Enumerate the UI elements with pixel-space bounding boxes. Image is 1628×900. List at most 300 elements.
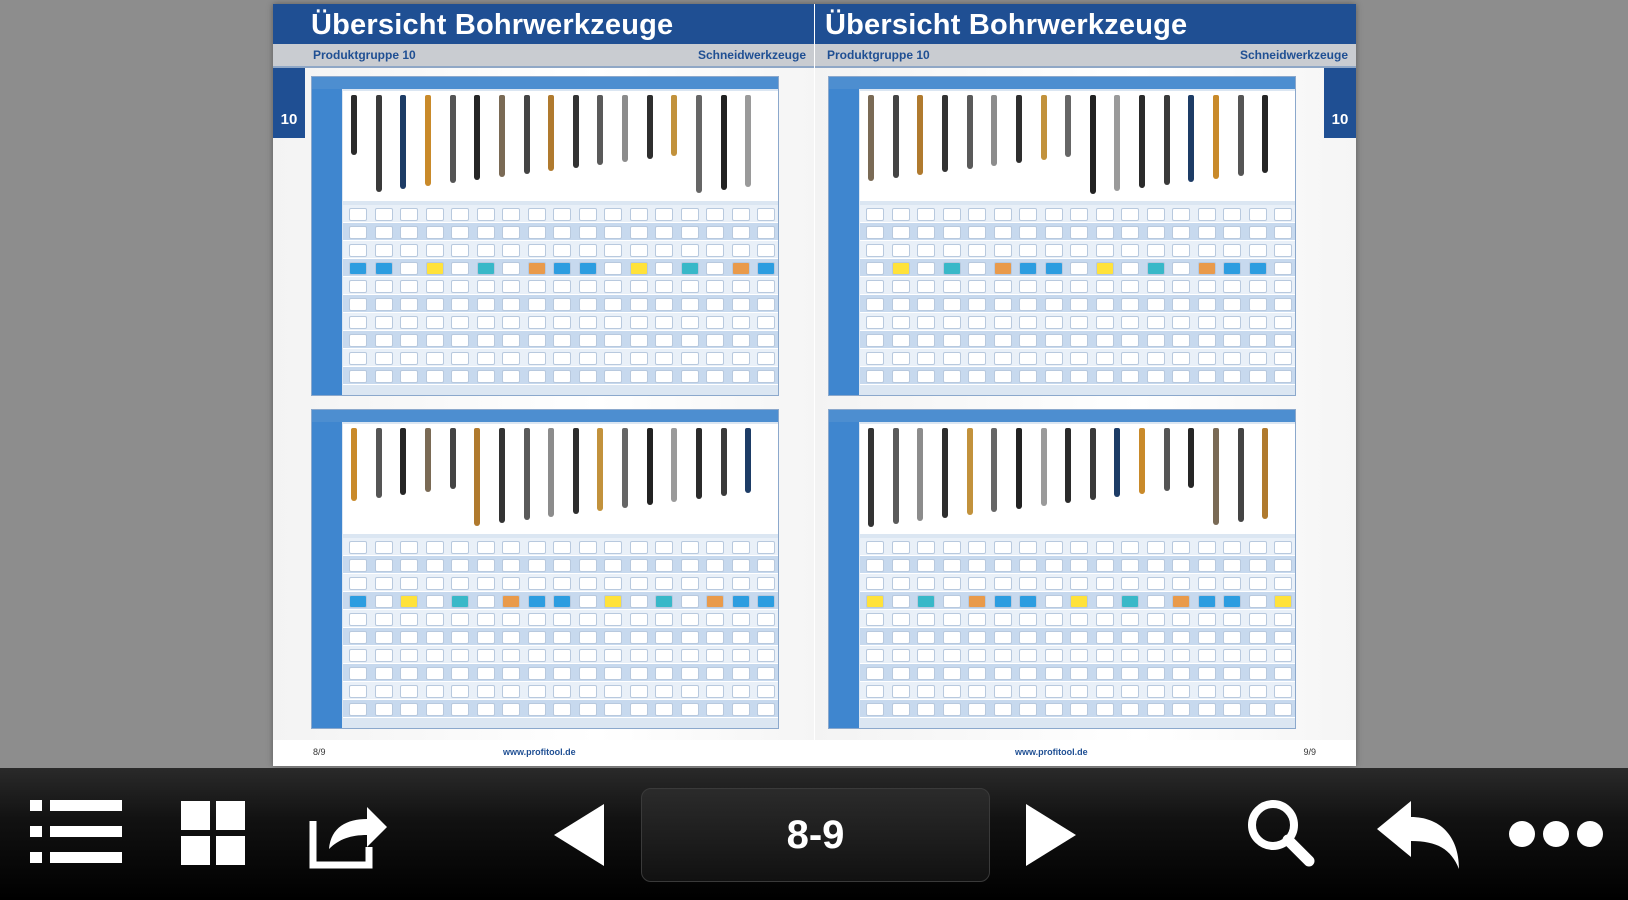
table-cell xyxy=(1147,316,1165,329)
page-spread[interactable] xyxy=(273,4,1356,766)
table-cell xyxy=(1249,280,1267,293)
table-cell xyxy=(1198,370,1216,383)
table-cell xyxy=(1070,352,1088,365)
drill-image xyxy=(351,428,357,501)
table-cell xyxy=(349,613,367,626)
table-cell xyxy=(1121,649,1139,662)
table-cell xyxy=(1070,262,1088,275)
table-cell xyxy=(994,280,1012,293)
table-cell xyxy=(1045,208,1063,221)
table-cell xyxy=(1045,298,1063,311)
table-cell xyxy=(375,208,393,221)
table-cell xyxy=(400,262,418,275)
table-cell xyxy=(866,316,884,329)
table-cell xyxy=(1070,685,1088,698)
table-cell xyxy=(994,316,1012,329)
table-cell xyxy=(1172,649,1190,662)
table-cell xyxy=(349,649,367,662)
table-cell xyxy=(1172,244,1190,257)
drill-image xyxy=(721,428,727,496)
table-cell xyxy=(604,370,622,383)
table-cell xyxy=(1198,316,1216,329)
table-row xyxy=(860,574,1295,592)
table-cell xyxy=(604,541,622,554)
table-cell xyxy=(1249,208,1267,221)
table-cell xyxy=(1172,352,1190,365)
table-cell xyxy=(604,352,622,365)
table-cell xyxy=(1096,352,1114,365)
table-cell xyxy=(681,631,699,644)
table-row xyxy=(860,367,1295,385)
table-cell xyxy=(579,262,597,275)
table-cell xyxy=(375,541,393,554)
table-cell xyxy=(757,631,775,644)
table-cell xyxy=(1045,649,1063,662)
table-cell xyxy=(681,208,699,221)
drill-image xyxy=(893,95,899,178)
table-cell xyxy=(892,541,910,554)
drill-image xyxy=(474,428,480,526)
table-cell xyxy=(375,667,393,680)
table-cell xyxy=(706,316,724,329)
table-cell xyxy=(1198,352,1216,365)
table-cell xyxy=(528,352,546,365)
table-cell xyxy=(630,352,648,365)
drill-image xyxy=(548,95,554,171)
table-cell xyxy=(706,370,724,383)
table-cell xyxy=(630,559,648,572)
table-cell xyxy=(1274,244,1292,257)
table-cell xyxy=(1096,559,1114,572)
table-cell xyxy=(1198,577,1216,590)
table-cell xyxy=(917,334,935,347)
table-cell xyxy=(1198,595,1216,608)
page-footer xyxy=(815,740,1356,766)
table-cell xyxy=(892,649,910,662)
table-cell xyxy=(917,577,935,590)
table-cell xyxy=(630,316,648,329)
table-cell xyxy=(1121,370,1139,383)
table-cell xyxy=(502,613,520,626)
drill-image xyxy=(671,95,677,156)
table-cell xyxy=(892,262,910,275)
table-cell xyxy=(1121,352,1139,365)
table-cell xyxy=(1019,334,1037,347)
table-cell xyxy=(375,703,393,716)
table-header xyxy=(829,410,1295,422)
table-cell xyxy=(400,595,418,608)
table-row xyxy=(343,682,778,700)
table-cell xyxy=(917,226,935,239)
grid-icon[interactable] xyxy=(178,798,248,868)
table-cell xyxy=(1147,208,1165,221)
table-cell xyxy=(866,262,884,275)
table-cell xyxy=(375,316,393,329)
table-cell xyxy=(1223,352,1241,365)
table-cell xyxy=(994,541,1012,554)
table-cell xyxy=(757,613,775,626)
table-cell xyxy=(553,262,571,275)
product-table xyxy=(311,76,779,396)
table-cell xyxy=(994,577,1012,590)
search-icon[interactable] xyxy=(1244,796,1316,868)
table-cell xyxy=(630,262,648,275)
drill-image xyxy=(1090,428,1096,500)
table-cell xyxy=(1274,262,1292,275)
table-cell xyxy=(349,685,367,698)
drill-image xyxy=(524,428,530,520)
table-cell xyxy=(943,352,961,365)
table-row xyxy=(343,664,778,682)
table-cell xyxy=(757,703,775,716)
table-cell xyxy=(1249,352,1267,365)
table-cell xyxy=(502,595,520,608)
table-cell xyxy=(943,244,961,257)
table-cell xyxy=(1070,244,1088,257)
prev-arrow-icon[interactable] xyxy=(548,800,608,870)
table-cell xyxy=(528,316,546,329)
table-cell xyxy=(1019,226,1037,239)
drill-image xyxy=(351,95,357,155)
table-cell xyxy=(1198,541,1216,554)
table-cell xyxy=(528,262,546,275)
table-cell xyxy=(528,280,546,293)
table-cell xyxy=(1147,559,1165,572)
category-label: Schneidwerkzeuge xyxy=(1239,48,1348,62)
table-cell xyxy=(349,559,367,572)
table-cell xyxy=(349,316,367,329)
drill-image xyxy=(721,95,727,190)
table-cell xyxy=(426,685,444,698)
table-cell xyxy=(1019,577,1037,590)
table-cell xyxy=(1096,631,1114,644)
drill-image xyxy=(1262,95,1268,173)
table-cell xyxy=(1147,298,1165,311)
table-cell xyxy=(1070,316,1088,329)
table-cell xyxy=(968,613,986,626)
table-cell xyxy=(1198,280,1216,293)
table-cell xyxy=(1121,262,1139,275)
table-row xyxy=(860,313,1295,331)
table-cell xyxy=(1045,316,1063,329)
table-cell xyxy=(1121,703,1139,716)
table-cell xyxy=(349,631,367,644)
table-cell xyxy=(866,370,884,383)
title-bar xyxy=(815,4,1356,44)
table-cell xyxy=(1223,667,1241,680)
table-cell xyxy=(917,316,935,329)
back-icon[interactable] xyxy=(1374,798,1464,872)
table-cell xyxy=(655,685,673,698)
table-cell xyxy=(706,685,724,698)
table-cell xyxy=(1045,352,1063,365)
table-cell xyxy=(349,334,367,347)
table-cell xyxy=(1121,631,1139,644)
table-cell xyxy=(1249,685,1267,698)
table-cell xyxy=(1172,595,1190,608)
table-cell xyxy=(375,226,393,239)
table-cell xyxy=(1019,667,1037,680)
table-cell xyxy=(1147,595,1165,608)
table-cell xyxy=(1249,262,1267,275)
table-cell xyxy=(477,595,495,608)
table-cell xyxy=(1274,649,1292,662)
table-cell xyxy=(757,334,775,347)
right-page xyxy=(815,4,1356,766)
table-cell xyxy=(1249,226,1267,239)
table-cell xyxy=(757,352,775,365)
list-icon[interactable] xyxy=(26,796,126,868)
table-cell xyxy=(477,262,495,275)
table-cell xyxy=(1223,226,1241,239)
table-cell xyxy=(1274,280,1292,293)
table-cell xyxy=(706,631,724,644)
table-cell xyxy=(706,703,724,716)
table-row xyxy=(343,313,778,331)
table-cell xyxy=(1096,577,1114,590)
table-cell xyxy=(1045,334,1063,347)
table-cell xyxy=(400,280,418,293)
table-cell xyxy=(451,649,469,662)
table-cell xyxy=(604,244,622,257)
table-cell xyxy=(892,370,910,383)
table-cell xyxy=(892,208,910,221)
page-title: Übersicht Bohrwerkzeuge xyxy=(311,9,674,41)
table-cell xyxy=(706,298,724,311)
table-cell xyxy=(732,244,750,257)
more-icon[interactable] xyxy=(1506,816,1606,852)
table-cell xyxy=(655,649,673,662)
table-cell xyxy=(528,298,546,311)
table-cell xyxy=(681,226,699,239)
table-cell xyxy=(1223,595,1241,608)
product-group: Produktgruppe 10 xyxy=(313,48,416,62)
table-cell xyxy=(1223,280,1241,293)
table-cell xyxy=(1147,631,1165,644)
drill-image xyxy=(991,428,997,512)
table-cell xyxy=(426,352,444,365)
table-row xyxy=(860,682,1295,700)
table-cell xyxy=(1223,685,1241,698)
table-cell xyxy=(1045,631,1063,644)
next-arrow-icon[interactable] xyxy=(1022,800,1082,870)
table-cell xyxy=(1121,334,1139,347)
table-cell xyxy=(1249,577,1267,590)
table-cell xyxy=(375,631,393,644)
table-cell xyxy=(604,559,622,572)
drill-image xyxy=(942,428,948,518)
table-cell xyxy=(681,613,699,626)
table-cell xyxy=(1121,667,1139,680)
table-cell xyxy=(502,244,520,257)
table-cell xyxy=(630,703,648,716)
table-cell xyxy=(1274,559,1292,572)
table-cell xyxy=(757,370,775,383)
table-cell xyxy=(1096,613,1114,626)
drill-image xyxy=(1238,95,1244,176)
table-cell xyxy=(604,631,622,644)
table-cell xyxy=(994,262,1012,275)
table-cell xyxy=(1045,541,1063,554)
table-cell xyxy=(451,613,469,626)
table-cell xyxy=(1172,541,1190,554)
table-cell xyxy=(655,370,673,383)
table-cell xyxy=(400,703,418,716)
table-cell xyxy=(1249,541,1267,554)
table-cell xyxy=(943,595,961,608)
table-cell xyxy=(866,703,884,716)
section-tab-number: 10 xyxy=(280,111,298,128)
table-cell xyxy=(1223,262,1241,275)
table-cell xyxy=(994,559,1012,572)
drill-image xyxy=(647,95,653,159)
table-cell xyxy=(1147,280,1165,293)
table-cell xyxy=(1147,613,1165,626)
table-cell xyxy=(968,370,986,383)
table-cell xyxy=(1019,631,1037,644)
table-row xyxy=(860,205,1295,223)
table-cell xyxy=(1198,244,1216,257)
table-cell xyxy=(477,577,495,590)
table-cell xyxy=(579,316,597,329)
table-cell xyxy=(1223,703,1241,716)
table-cell xyxy=(477,613,495,626)
table-cell xyxy=(1274,352,1292,365)
table-cell xyxy=(681,577,699,590)
table-cell xyxy=(1121,595,1139,608)
page-indicator[interactable]: 8-9 xyxy=(641,788,990,882)
table-header xyxy=(312,77,778,89)
table-cell xyxy=(1249,667,1267,680)
table-cell xyxy=(681,703,699,716)
table-cell xyxy=(451,595,469,608)
table-cell xyxy=(1147,226,1165,239)
table-cell xyxy=(1096,316,1114,329)
table-cell xyxy=(1274,334,1292,347)
drill-image xyxy=(400,428,406,495)
table-cell xyxy=(757,649,775,662)
table-cell xyxy=(732,559,750,572)
table-cell xyxy=(553,631,571,644)
table-cell xyxy=(451,280,469,293)
table-cell xyxy=(1045,703,1063,716)
table-cell xyxy=(655,613,673,626)
table-cell xyxy=(400,208,418,221)
page-footer xyxy=(273,740,814,766)
table-cell xyxy=(528,667,546,680)
table-cell xyxy=(400,667,418,680)
table-cell xyxy=(426,370,444,383)
table-cell xyxy=(477,685,495,698)
table-cell xyxy=(1045,667,1063,680)
table-cell xyxy=(757,541,775,554)
table-cell xyxy=(477,208,495,221)
table-cell xyxy=(1249,649,1267,662)
table-cell xyxy=(892,685,910,698)
table-cell xyxy=(892,595,910,608)
drill-images xyxy=(860,424,1295,534)
table-cell xyxy=(426,244,444,257)
table-cell xyxy=(553,613,571,626)
table-label-column xyxy=(829,422,859,728)
table-cell xyxy=(681,667,699,680)
table-cell xyxy=(994,298,1012,311)
table-cell xyxy=(579,613,597,626)
table-cell xyxy=(1223,649,1241,662)
drill-image xyxy=(1114,428,1120,497)
table-cell xyxy=(1147,334,1165,347)
table-cell xyxy=(655,226,673,239)
table-cell xyxy=(1274,370,1292,383)
table-cell xyxy=(630,280,648,293)
table-cell xyxy=(604,298,622,311)
table-cell xyxy=(968,226,986,239)
table-cell xyxy=(757,685,775,698)
table-cell xyxy=(604,316,622,329)
table-cell xyxy=(866,577,884,590)
table-cell xyxy=(1198,559,1216,572)
table-cell xyxy=(400,316,418,329)
drill-image xyxy=(1065,428,1071,503)
table-cell xyxy=(375,244,393,257)
table-cell xyxy=(732,577,750,590)
table-row xyxy=(860,295,1295,313)
table-cell xyxy=(1019,280,1037,293)
table-cell xyxy=(553,595,571,608)
table-cell xyxy=(604,226,622,239)
table-cell xyxy=(477,631,495,644)
table-cell xyxy=(1045,280,1063,293)
table-cell xyxy=(1172,559,1190,572)
table-cell xyxy=(1070,667,1088,680)
table-cell xyxy=(917,595,935,608)
table-cell xyxy=(1121,280,1139,293)
table-cell xyxy=(1070,541,1088,554)
table-cell xyxy=(1070,226,1088,239)
table-cell xyxy=(579,595,597,608)
table-cell xyxy=(1172,226,1190,239)
drill-image xyxy=(1213,95,1219,179)
table-row xyxy=(860,331,1295,349)
table-cell xyxy=(553,541,571,554)
table-cell xyxy=(451,541,469,554)
table-cell xyxy=(892,577,910,590)
table-cell xyxy=(917,613,935,626)
table-row xyxy=(343,646,778,664)
table-cell xyxy=(732,613,750,626)
table-header xyxy=(829,77,1295,89)
table-cell xyxy=(1274,667,1292,680)
drill-image xyxy=(745,428,751,493)
share-icon[interactable] xyxy=(306,796,392,872)
table-row xyxy=(343,610,778,628)
table-cell xyxy=(579,577,597,590)
table-cell xyxy=(349,280,367,293)
table-cell xyxy=(1045,613,1063,626)
table-header xyxy=(312,410,778,422)
table-rows xyxy=(343,205,778,391)
table-cell xyxy=(866,352,884,365)
table-cell xyxy=(400,649,418,662)
table-cell xyxy=(1198,685,1216,698)
table-cell xyxy=(426,667,444,680)
table-cell xyxy=(732,262,750,275)
table-cell xyxy=(706,334,724,347)
table-label-column xyxy=(312,422,342,728)
table-cell xyxy=(655,298,673,311)
table-cell xyxy=(892,631,910,644)
table-cell xyxy=(757,280,775,293)
